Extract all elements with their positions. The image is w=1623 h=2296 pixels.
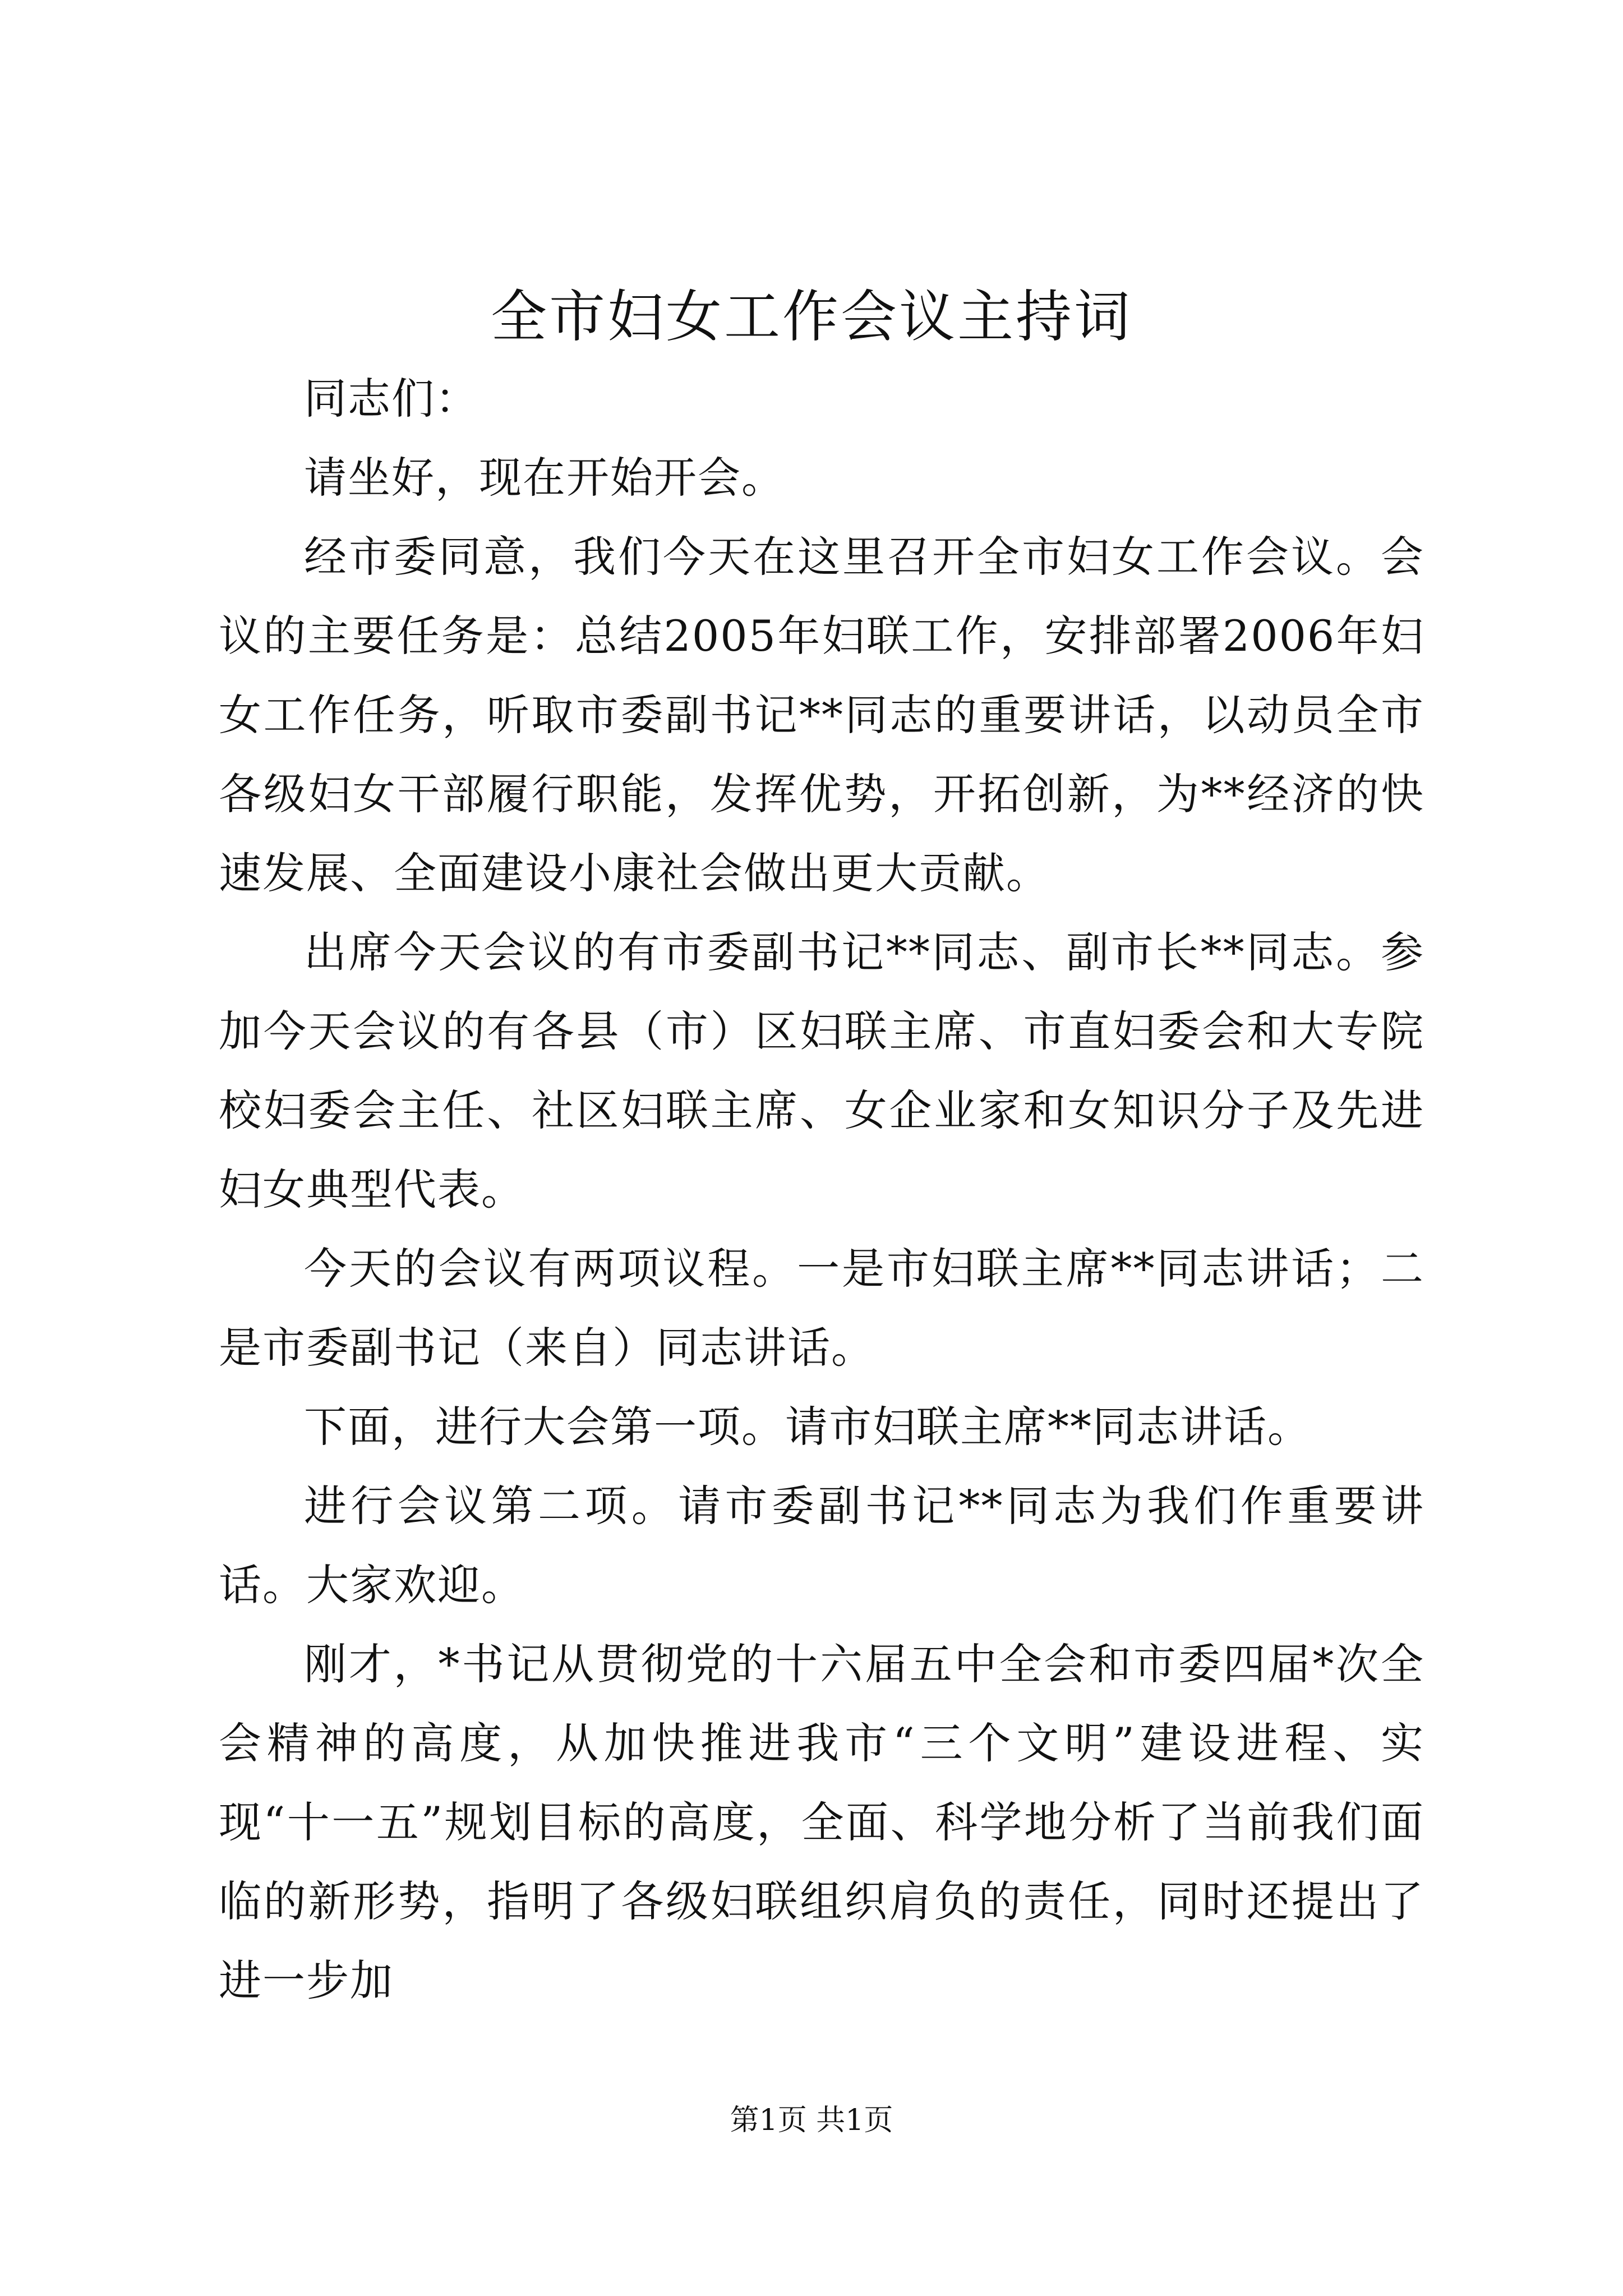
paragraph-opening: 请坐好，现在开始开会。 <box>304 453 785 503</box>
paragraph-purpose: 经市委同意，我们今天在这里召开全市妇女工作会议。会议的主要任务是：总结2005年妇联工作，安排部署2006年妇女工作任务，听取市委副书记**同志的重要讲话，以动员全市各级妇女干部履行职能，发挥优势，开拓创新，为**经济的快速发展、全面建设小康社会做出更大贡献。 <box>219 532 1424 898</box>
paragraph-salutation: 同志们： <box>304 374 479 424</box>
document-title: 全市妇女工作会议主持词 <box>491 284 1132 349</box>
paragraph-item-one: 下面，进行大会第一项。请市妇联主席**同志讲话。 <box>304 1402 1311 1452</box>
paragraph-agenda: 今天的会议有两项议程。一是市妇联主席**同志讲话；二是市委副书记（来自）同志讲话。 <box>219 1244 1424 1373</box>
paragraph-summary: 刚才，*书记从贯彻党的十六届五中全会和市委四届*次全会精神的高度，从加快推进我市“三个文明”建设进程、实现“十一五”规划目标的高度，全面、科学地分析了当前我们面临的新形势，指明了各级妇联组织肩负的责任，同时还提出了进一步加 <box>219 1639 1424 2005</box>
page-number-footer: 第1页 共1页 <box>730 2104 893 2137</box>
paragraph-item-two: 进行会议第二项。请市委副书记**同志为我们作重要讲话。大家欢迎。 <box>219 1481 1424 1610</box>
paragraph-attendees: 出席今天会议的有市委副书记**同志、副市长**同志。参加今天会议的有各县（市）区妇联主席、市直妇委会和大专院校妇委会主任、社区妇联主席、女企业家和女知识分子及先进妇女典型代表。 <box>219 927 1424 1214</box>
document-body <box>219 359 1424 2020</box>
